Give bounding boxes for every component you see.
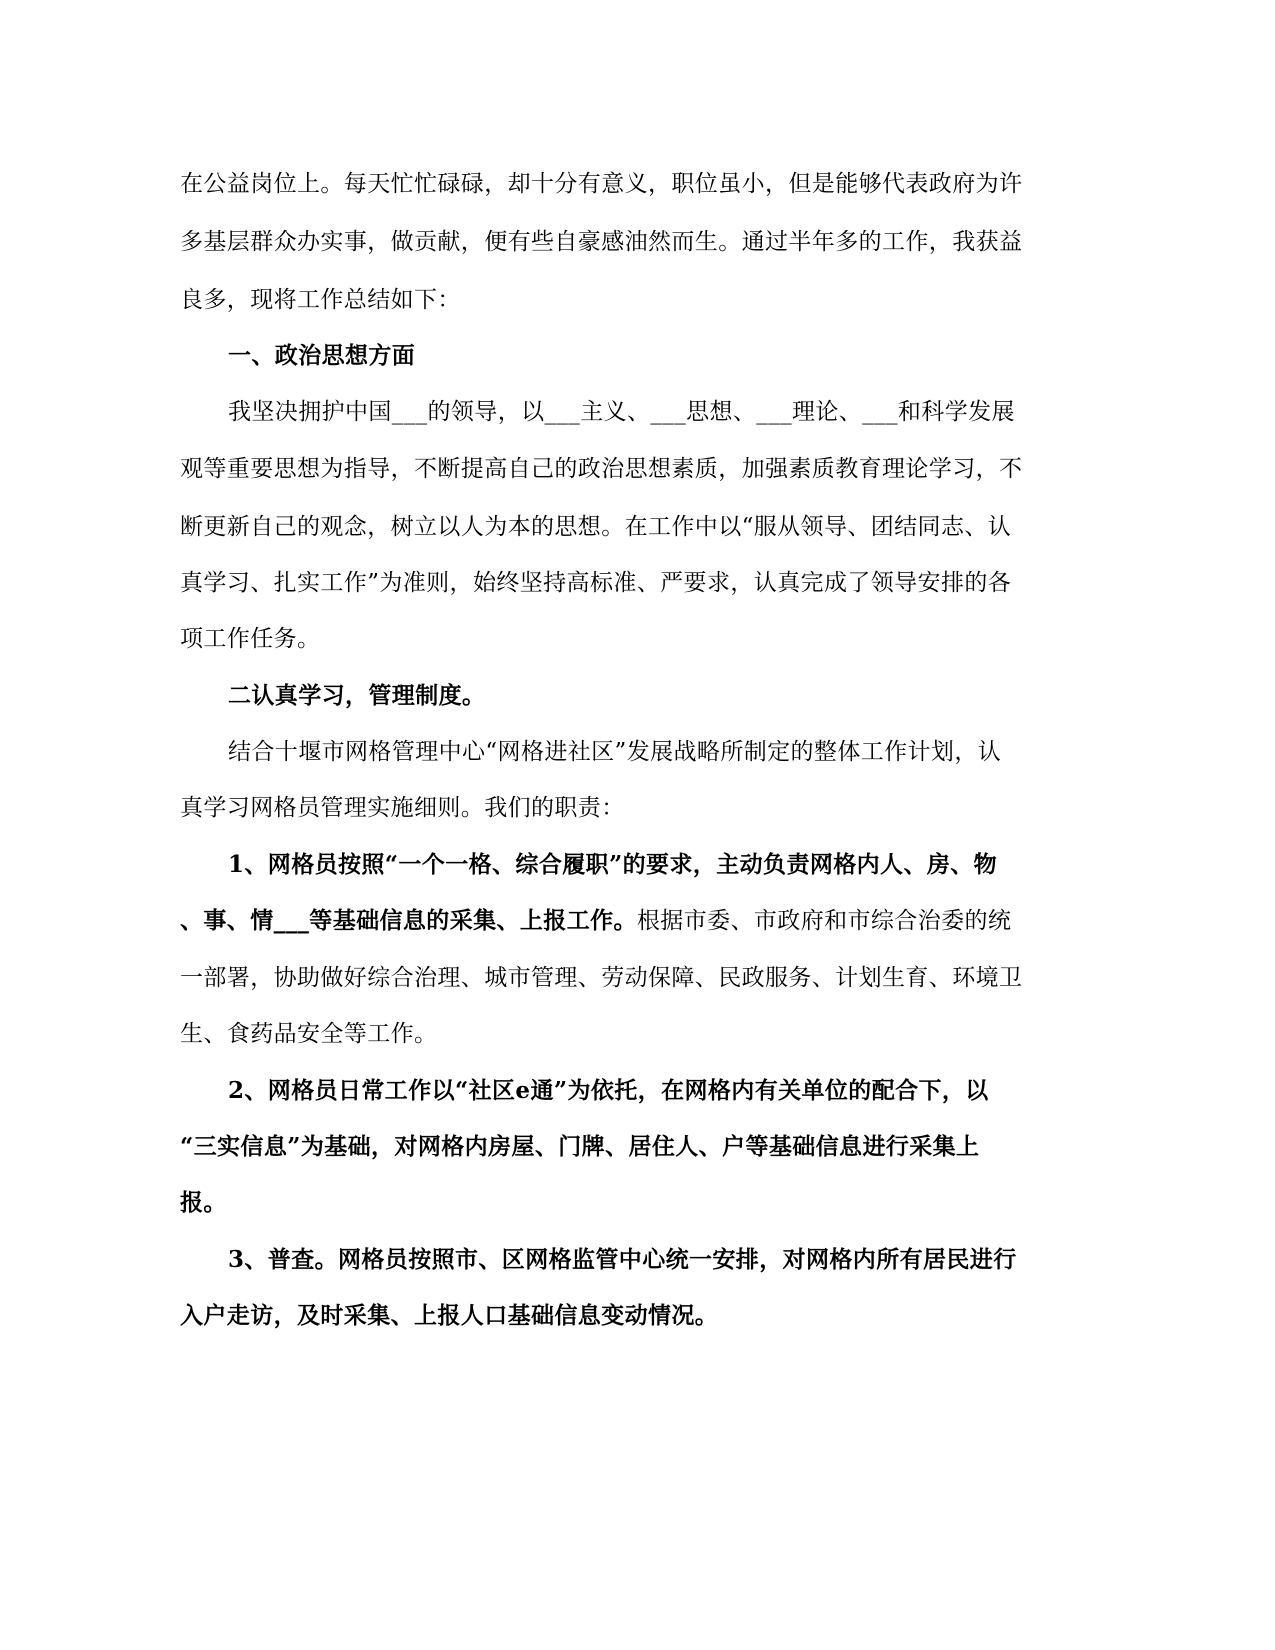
duty-item-line: “三实信息”为基础，对网格内房屋、门牌、居住人、户等基础信息进行采集上 bbox=[180, 1133, 980, 1160]
paragraph-line: 生、食药品安全等工作。 bbox=[180, 1021, 438, 1047]
paragraph-line: 观等重要思想为指导，不断提高自己的政治思想素质，加强素质教育理论学习，不 bbox=[180, 456, 1023, 482]
paragraph-line: 在公益岗位上。每天忙忙碌碌，却十分有意义，职位虽小，但是能够代表政府为许 bbox=[180, 171, 1023, 197]
duty-item-line: 2、网格员日常工作以“社区e通”为依托，在网格内有关单位的配合下，以 bbox=[228, 1077, 989, 1104]
paragraph-line: 项工作任务。 bbox=[180, 626, 321, 652]
paragraph-line: 结合十堰市网格管理中心“网格进社区”发展战略所制定的整体工作计划，认 bbox=[228, 739, 1002, 765]
section-heading: 一、政治思想方面 bbox=[228, 342, 416, 369]
paragraph-line: 我坚决拥护中国___的领导，以___主义、___思想、___理论、___和科学发展 bbox=[228, 399, 1015, 425]
normal-run: 根据市委、市政府和市综合治委的统 bbox=[636, 908, 1012, 934]
duty-item-line-mixed bbox=[180, 905, 1080, 937]
duty-item-line: 1、网格员按照“一个一格、综合履职”的要求，主动负责网格内人、房、物 bbox=[228, 851, 998, 878]
paragraph-line: 真学习、扎实工作”为准则，始终坚持高标准、严要求，认真完成了领导安排的各 bbox=[180, 570, 1012, 596]
paragraph-line: 断更新自己的观念，树立以人为本的思想。在工作中以“服从领导、团结同志、认 bbox=[180, 514, 1012, 540]
paragraph-line: 多基层群众办实事，做贡献，便有些自豪感油然而生。通过半年多的工作，我获益 bbox=[180, 229, 1023, 255]
bold-run: 、事、情___等基础信息的采集、上报工作。 bbox=[180, 907, 637, 934]
section-heading: 二认真学习，管理制度。 bbox=[228, 682, 486, 709]
duty-item-line: 报。 bbox=[180, 1189, 227, 1216]
duty-item-line: 3、普查。网格员按照市、区网格监管中心统一安排，对网格内所有居民进行 bbox=[228, 1246, 1017, 1273]
duty-item-line: 入户走访，及时采集、上报人口基础信息变动情况。 bbox=[180, 1302, 719, 1329]
paragraph-line: 一部署，协助做好综合治理、城市管理、劳动保障、民政服务、计划生育、环境卫 bbox=[180, 965, 1023, 991]
paragraph-line: 良多，现将工作总结如下： bbox=[180, 287, 461, 313]
paragraph-line: 真学习网格员管理实施细则。我们的职责： bbox=[180, 795, 625, 821]
